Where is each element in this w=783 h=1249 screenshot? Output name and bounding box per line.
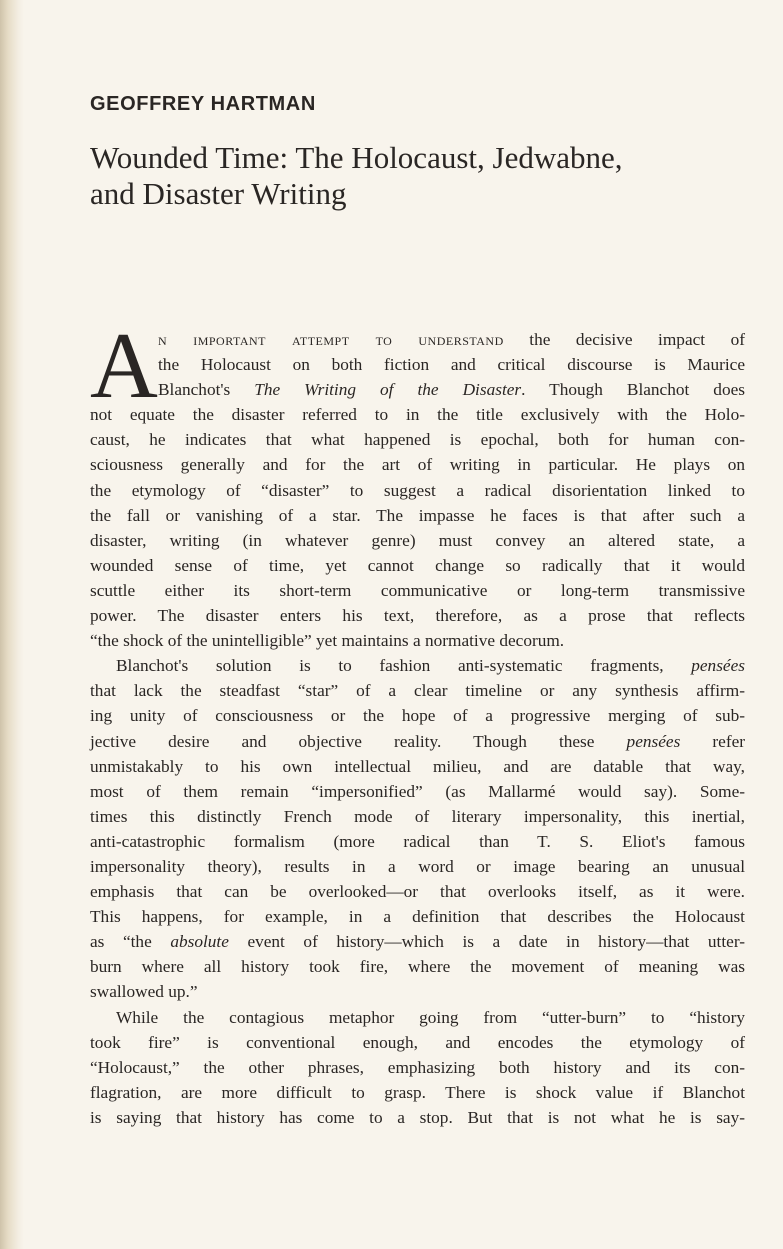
text-line: that lack the steadfast “star” of a clear timeline or any synthesis affirm- [90, 681, 745, 701]
title-line: Wounded Time: The Holocaust, Jedwabne, [90, 140, 623, 175]
text-line: swallowed up.” [90, 982, 198, 1002]
text-line: not equate the disaster referred to in the title exclusively with the Holo- [90, 405, 745, 425]
text-line [90, 377, 745, 402]
text-span: the decisive impact of [503, 330, 746, 349]
book-title-italic: The Writing of the Disaster [254, 380, 522, 400]
text-line: the fall or vanishing of a star. The impasse he faces is that after such a [90, 505, 745, 525]
text-line: impersonality theory), results in a word or image bearing an unusual [90, 856, 745, 876]
text-span: event of history—which is a date in history—that utter- [228, 932, 745, 952]
chapter-title [90, 140, 750, 212]
text-line: caust, he indicates that what happened is epochal, both for human con- [90, 430, 745, 450]
text-line: times this distinctly French mode of literary impersonality, this inertial, [90, 806, 745, 826]
text-line: emphasis that can be overlooked—or that overlooks itself, as it were. [90, 882, 745, 902]
drop-cap: A [90, 314, 158, 418]
author-name: GEOFFREY HARTMAN [90, 93, 316, 115]
text-line: While the contagious metaphor going from “utter-burn” to “history [116, 1007, 745, 1027]
text-line: This happens, for example, in a definition that describes the Holocaust [90, 907, 745, 927]
text-line: sciousness generally and for the art of writing in particular. He plays on [90, 455, 745, 475]
text-line: flagration, are more difficult to grasp. There is shock value if Blanchot [90, 1082, 745, 1102]
text-line: burn where all history took fire, where the movement of meaning was [90, 957, 745, 977]
text-line: ing unity of consciousness or the hope of a progressive merging of sub- [90, 706, 745, 726]
text-line: is saying that history has come to a stop. But that is not what he is say- [90, 1107, 745, 1127]
text-line: disaster, writing (in whatever genre) must convey an altered state, a [90, 530, 745, 550]
text-span: refer [680, 731, 745, 751]
text-line: the etymology of “disaster” to suggest a radical disorientation linked to [90, 480, 745, 500]
text-line: power. The disaster enters his text, therefore, as a prose that reflects [90, 606, 745, 626]
text-span: jective desire and objective reality. Though these [90, 731, 627, 751]
text-line [90, 929, 745, 954]
italic-word: absolute [170, 932, 229, 952]
text-line [90, 729, 745, 754]
small-caps-opening: n important attempt to understand [158, 330, 504, 349]
text-line: anti-catastrophic formalism (more radical than T. S. Eliot's famous [90, 831, 745, 851]
italic-word: pensées [691, 656, 745, 676]
chapter-body [90, 314, 746, 1130]
text-span: . Though Blanchot does [521, 380, 745, 400]
italic-word: pensées [626, 731, 681, 751]
text-line: most of them remain “impersonified” (as Mallarmé would say). Some- [90, 781, 745, 801]
text-line [90, 327, 745, 352]
text-line [90, 653, 745, 678]
text-line: wounded sense of time, yet cannot change so radically that it would [90, 555, 745, 575]
text-line: “the shock of the unintelligible” yet maintains a normative decorum. [90, 631, 565, 651]
text-line: the Holocaust on both fiction and critical discourse is Maurice [158, 355, 745, 375]
title-line: and Disaster Writing [90, 176, 347, 211]
text-span: Blanchot's [158, 380, 255, 400]
text-span: as “the [90, 932, 171, 952]
text-line: took fire” is conventional enough, and encodes the etymology of [90, 1032, 745, 1052]
text-line: scuttle either its short-term communicative or long-term transmissive [90, 580, 745, 600]
text-line: “Holocaust,” the other phrases, emphasizing both history and its con- [90, 1057, 745, 1077]
book-gutter-shadow [0, 0, 24, 1249]
text-line: unmistakably to his own intellectual milieu, and are datable that way, [90, 756, 745, 776]
text-span: Blanchot's solution is to fashion anti-systematic fragments, [116, 656, 692, 676]
